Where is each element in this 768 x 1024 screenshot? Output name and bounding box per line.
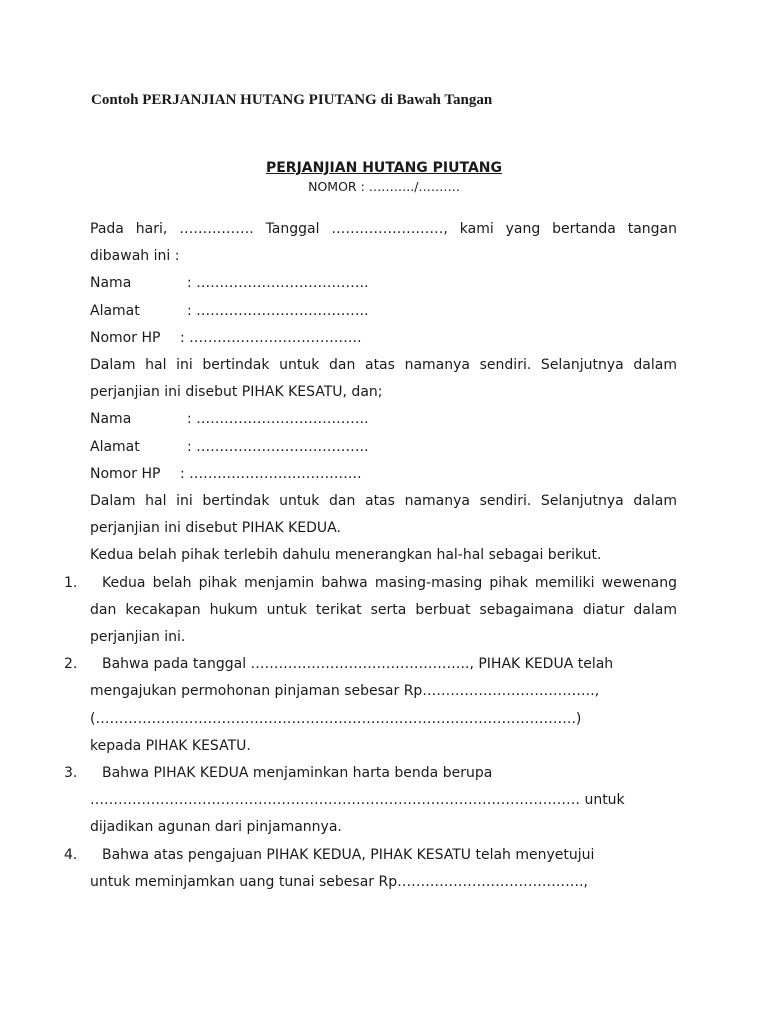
party2-statement: Dalam hal ini bertindak untuk dan atas namanya sendiri. Selanjutnya dalam perjanjian ini disebut PIHAK KEDUA. xyxy=(90,493,677,537)
document-heading: Contoh PERJANJIAN HUTANG PIUTANG di Bawah Tangan xyxy=(91,92,493,108)
item-3-line-3: dijadikan agunan dari pinjamannya. xyxy=(90,819,342,836)
item-number: 3. xyxy=(64,765,78,782)
item-3-line-2: …………………………………………………………………………………………… untuk xyxy=(90,792,625,809)
party1-name-row xyxy=(90,270,677,297)
item-2-line-2: mengajukan permohonan pinjaman sebesar Rp………………………………., xyxy=(90,683,600,700)
party2-address-label: Alamat xyxy=(90,438,140,455)
party1-address-label: Alamat xyxy=(90,302,140,319)
item-number: 2. xyxy=(64,656,78,673)
party1-phone-label: Nomor HP xyxy=(90,329,161,346)
party1-statement: Dalam hal ini bertindak untuk dan atas namanya sendiri. Selanjutnya dalam perjanjian ini disebut PIHAK KESATU, dan; xyxy=(90,357,677,401)
item-text xyxy=(90,760,677,842)
agreement-title: PERJANJIAN HUTANG PIUTANG xyxy=(265,160,503,176)
item-4-line-2: untuk meminjamkan uang tunai sebesar Rp…………………………………., xyxy=(90,873,589,890)
item-2-line-3: (………………………………………………………………………………………….) xyxy=(90,710,582,727)
party2-address-value: : ………………………………. xyxy=(187,438,369,455)
list-item xyxy=(64,760,677,842)
party1-address-value: : ………………………………. xyxy=(187,302,369,319)
party2-address-row xyxy=(90,434,677,461)
item-text xyxy=(90,570,677,652)
list-item xyxy=(64,651,677,760)
party1-address-row xyxy=(90,298,677,325)
party1-phone-value: : ………………………………. xyxy=(180,329,362,346)
party1-name-label: Nama xyxy=(90,275,132,292)
item-4-line-1: Bahwa atas pengajuan PIHAK KEDUA, PIHAK KESATU telah menyetujui xyxy=(102,846,595,863)
item-2-line-1: Bahwa pada tanggal ……………………………………….., PIHAK KEDUA telah xyxy=(102,656,614,673)
list-item xyxy=(64,842,677,896)
item-number: 1. xyxy=(64,574,78,591)
party2-name-row xyxy=(90,406,677,433)
agreement-number: NOMOR : ………../………. xyxy=(308,179,460,194)
party2-name-label: Nama xyxy=(90,411,132,428)
party2-phone-label: Nomor HP xyxy=(90,465,161,482)
item-2-line-4: kepada PIHAK KESATU. xyxy=(90,737,251,754)
party2-phone-row xyxy=(90,461,677,488)
list-item xyxy=(64,570,677,652)
opening-paragraph: Pada hari, ……………. Tanggal ……………………, kami yang bertanda tangan dibawah ini : xyxy=(90,221,677,265)
party1-phone-row xyxy=(90,325,677,352)
agreement-body xyxy=(64,216,677,896)
party1-name-value: : ………………………………. xyxy=(187,275,369,292)
item-text xyxy=(90,842,677,896)
party2-phone-value: : ………………………………. xyxy=(180,465,362,482)
item-text xyxy=(90,651,677,760)
party2-name-value: : ………………………………. xyxy=(187,411,369,428)
item-3-line-1: Bahwa PIHAK KEDUA menjaminkan harta benda berupa xyxy=(102,765,493,782)
intro-paragraph: Kedua belah pihak terlebih dahulu menerangkan hal-hal sebagai berikut. xyxy=(90,547,602,564)
item-1-text: Kedua belah pihak menjamin bahwa masing-masing pihak memiliki wewenang dan kecakapan hukum untuk terikat serta berbuat sebagaimana diatur dalam perjanjian ini. xyxy=(90,574,677,646)
item-number: 4. xyxy=(64,846,78,863)
